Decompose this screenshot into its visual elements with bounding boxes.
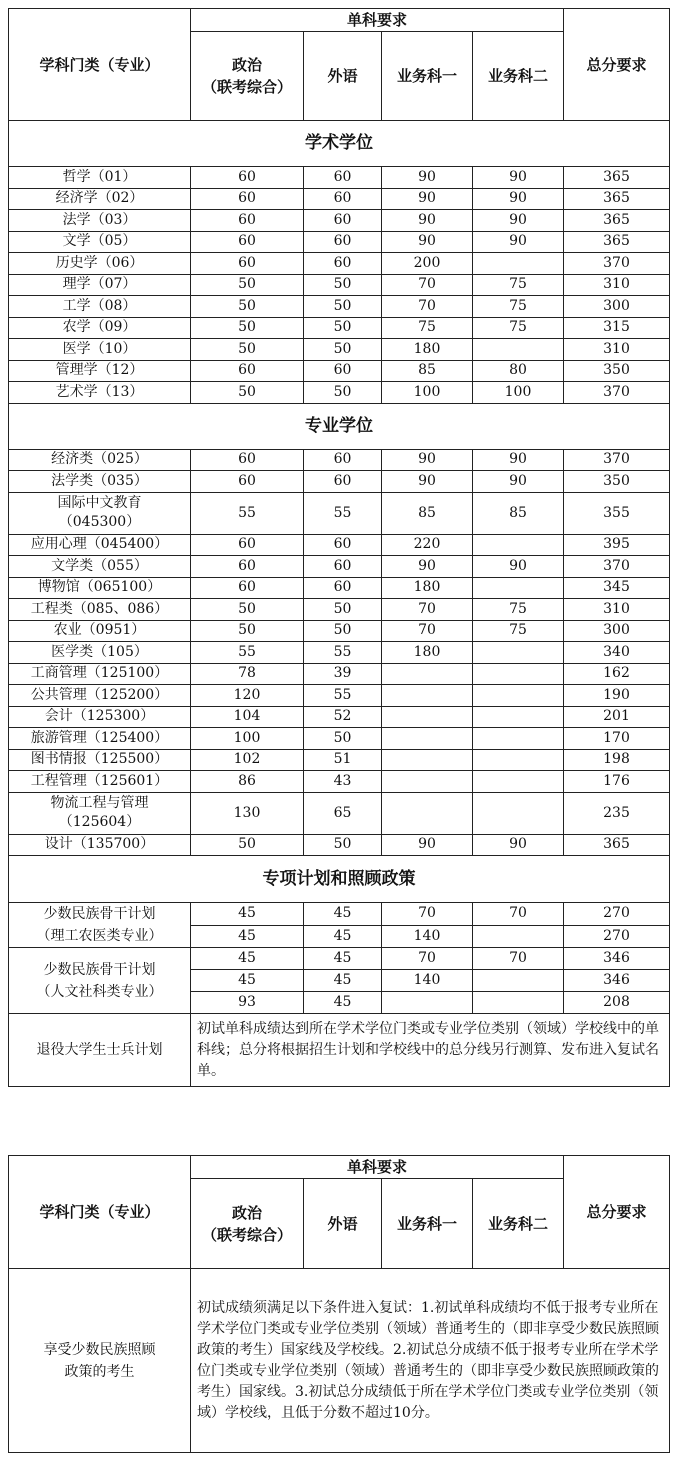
table-row <box>9 382 670 404</box>
cell-b2: 90 <box>473 210 564 232</box>
table-row <box>9 274 670 296</box>
header-business2: 业务科二 <box>473 1179 564 1269</box>
cell-lang: 50 <box>304 728 382 750</box>
cell-b2: 75 <box>473 274 564 296</box>
cell-total: 198 <box>564 749 670 771</box>
cell-b2 <box>473 771 564 793</box>
cell-b2: 90 <box>473 556 564 578</box>
cell-politics: 50 <box>191 317 304 339</box>
cell-total: 346 <box>564 948 670 970</box>
cell-politics: 100 <box>191 728 304 750</box>
cell-b2: 75 <box>473 296 564 318</box>
cell-lang: 60 <box>304 556 382 578</box>
cell-lang: 65 <box>304 792 382 834</box>
cell-total: 350 <box>564 360 670 382</box>
cell-total: 370 <box>564 253 670 275</box>
header-foreign-language: 外语 <box>304 32 382 121</box>
header-politics: 政治 （联考综合） <box>191 1179 304 1269</box>
minority-policy-table <box>8 1155 670 1453</box>
cell-lang: 45 <box>304 992 382 1014</box>
cell-total: 370 <box>564 449 670 471</box>
cell-b2: 90 <box>473 834 564 856</box>
cell-total: 235 <box>564 792 670 834</box>
cell-lang: 50 <box>304 317 382 339</box>
cell-politics: 50 <box>191 620 304 642</box>
cell-politics: 45 <box>191 925 304 948</box>
category-name: 国际中文教育 （045300） <box>9 492 191 534</box>
cell-b2: 75 <box>473 599 564 621</box>
table-row <box>9 471 670 493</box>
cell-lang: 60 <box>304 534 382 556</box>
cell-total: 340 <box>564 642 670 664</box>
cell-b1: 90 <box>382 449 473 471</box>
cell-b2 <box>473 706 564 728</box>
cell-lang: 55 <box>304 642 382 664</box>
cell-b1: 140 <box>382 925 473 948</box>
cell-lang: 50 <box>304 599 382 621</box>
cell-lang: 45 <box>304 925 382 948</box>
cell-politics: 50 <box>191 274 304 296</box>
table-row <box>9 556 670 578</box>
cell-total: 365 <box>564 188 670 210</box>
category-name: 农业（0951） <box>9 620 191 642</box>
cell-total: 370 <box>564 556 670 578</box>
cell-b1 <box>382 792 473 834</box>
cell-b2 <box>473 642 564 664</box>
cell-b2 <box>473 253 564 275</box>
table-row <box>9 834 670 856</box>
cell-b1: 90 <box>382 834 473 856</box>
cell-b2 <box>473 577 564 599</box>
cell-lang: 45 <box>304 948 382 970</box>
section-special: 专项计划和照顾政策 <box>9 856 670 903</box>
minority-stem-label: 少数民族骨干计划 （理工农医类专业） <box>9 903 191 948</box>
category-name: 文学（05） <box>9 231 191 253</box>
cell-politics: 78 <box>191 663 304 685</box>
cell-total: 201 <box>564 706 670 728</box>
cell-b2 <box>473 663 564 685</box>
table-row <box>9 642 670 664</box>
table-row <box>9 188 670 210</box>
cell-politics: 50 <box>191 296 304 318</box>
cell-b2 <box>473 728 564 750</box>
cell-total: 350 <box>564 471 670 493</box>
cell-b1: 180 <box>382 642 473 664</box>
cell-b1: 70 <box>382 948 473 970</box>
cell-b2: 70 <box>473 903 564 926</box>
cell-b2: 80 <box>473 360 564 382</box>
category-name: 经济学（02） <box>9 188 191 210</box>
cell-b1 <box>382 992 473 1014</box>
cell-politics: 60 <box>191 210 304 232</box>
cell-lang: 60 <box>304 471 382 493</box>
cell-total: 270 <box>564 925 670 948</box>
category-name: 物流工程与管理 （125604） <box>9 792 191 834</box>
header-business1: 业务科一 <box>382 1179 473 1269</box>
cell-total: 162 <box>564 663 670 685</box>
cell-total: 208 <box>564 992 670 1014</box>
table-row <box>9 534 670 556</box>
category-name: 图书情报（125500） <box>9 749 191 771</box>
cell-lang: 60 <box>304 360 382 382</box>
minority-policy-label: 享受少数民族照顾 政策的考生 <box>9 1269 191 1453</box>
cell-b1: 140 <box>382 970 473 992</box>
section-academic: 学术学位 <box>9 121 670 167</box>
table-row <box>9 210 670 232</box>
cell-lang: 45 <box>304 970 382 992</box>
cell-total: 365 <box>564 231 670 253</box>
cell-lang: 45 <box>304 903 382 926</box>
cell-b1: 90 <box>382 231 473 253</box>
cell-lang: 60 <box>304 167 382 189</box>
category-name: 医学类（105） <box>9 642 191 664</box>
cell-b1: 180 <box>382 577 473 599</box>
category-name: 管理学（12） <box>9 360 191 382</box>
header-business2: 业务科二 <box>473 32 564 121</box>
table-row <box>9 577 670 599</box>
cell-b1: 70 <box>382 599 473 621</box>
cell-b1 <box>382 771 473 793</box>
cell-politics: 60 <box>191 360 304 382</box>
cell-b2: 85 <box>473 492 564 534</box>
cell-total: 300 <box>564 296 670 318</box>
header-subject-category: 学科门类（专业） <box>9 1156 191 1269</box>
header-business1: 业务科一 <box>382 32 473 121</box>
table-row <box>9 167 670 189</box>
cell-b2: 90 <box>473 471 564 493</box>
cell-politics: 60 <box>191 167 304 189</box>
table-row <box>9 449 670 471</box>
cell-politics: 45 <box>191 970 304 992</box>
cell-b2: 70 <box>473 948 564 970</box>
cell-total: 365 <box>564 210 670 232</box>
cell-b2 <box>473 685 564 707</box>
cell-b2: 90 <box>473 449 564 471</box>
cell-politics: 60 <box>191 449 304 471</box>
cell-politics: 50 <box>191 599 304 621</box>
cell-politics: 86 <box>191 771 304 793</box>
score-requirements-table <box>8 8 670 1087</box>
category-name: 会计（125300） <box>9 706 191 728</box>
cell-politics: 130 <box>191 792 304 834</box>
cell-b2: 75 <box>473 317 564 339</box>
cell-total: 370 <box>564 382 670 404</box>
category-name: 历史学（06） <box>9 253 191 275</box>
cell-politics: 104 <box>191 706 304 728</box>
veterans-note: 初试单科成绩达到所在学术学位门类或专业学位类别（领域）学校线中的单科线；总分将根据招生计划和学校线中的总分线另行测算、发布进入复试名单。 <box>191 1014 670 1087</box>
cell-total: 395 <box>564 534 670 556</box>
cell-politics: 60 <box>191 556 304 578</box>
cell-politics: 60 <box>191 471 304 493</box>
cell-total: 315 <box>564 317 670 339</box>
cell-lang: 55 <box>304 685 382 707</box>
minority-policy-note: 初试成绩须满足以下条件进入复试：1.初试单科成绩均不低于报考专业所在学术学位门类或专业学位类别（领域）普通考生的（即非享受少数民族照顾政策的考生）国家线及学校线。2.初试总分成绩不低于报考专业所在学术学位门类或专业学位类别（领域）普通考生的（即非享受少数民族照顾政策的考生）国家线。3.初试总分成绩低于所在学术学位门类或专业学位类别（领域）学校线，且低于分数不超过10分。 <box>191 1269 670 1453</box>
cell-b1: 70 <box>382 296 473 318</box>
table-row <box>9 728 670 750</box>
cell-total: 346 <box>564 970 670 992</box>
category-name: 哲学（01） <box>9 167 191 189</box>
cell-lang: 60 <box>304 449 382 471</box>
cell-total: 170 <box>564 728 670 750</box>
cell-total: 300 <box>564 620 670 642</box>
table-row <box>9 749 670 771</box>
table-row <box>9 685 670 707</box>
category-name: 医学（10） <box>9 339 191 361</box>
category-name: 博物馆（065100） <box>9 577 191 599</box>
cell-b1 <box>382 728 473 750</box>
cell-politics: 102 <box>191 749 304 771</box>
cell-b1: 70 <box>382 620 473 642</box>
cell-b2 <box>473 339 564 361</box>
cell-lang: 60 <box>304 231 382 253</box>
category-name: 文学类（055） <box>9 556 191 578</box>
category-name: 应用心理（045400） <box>9 534 191 556</box>
cell-b2: 100 <box>473 382 564 404</box>
cell-politics: 60 <box>191 577 304 599</box>
cell-b1 <box>382 685 473 707</box>
cell-b2 <box>473 792 564 834</box>
cell-lang: 51 <box>304 749 382 771</box>
cell-politics: 60 <box>191 534 304 556</box>
cell-b1: 70 <box>382 903 473 926</box>
cell-politics: 60 <box>191 253 304 275</box>
cell-politics: 93 <box>191 992 304 1014</box>
category-name: 经济类（025） <box>9 449 191 471</box>
cell-politics: 45 <box>191 903 304 926</box>
cell-politics: 55 <box>191 492 304 534</box>
table-row <box>9 317 670 339</box>
cell-lang: 50 <box>304 834 382 856</box>
cell-b1: 85 <box>382 492 473 534</box>
cell-b2 <box>473 992 564 1014</box>
cell-politics: 45 <box>191 948 304 970</box>
cell-b2: 75 <box>473 620 564 642</box>
cell-lang: 52 <box>304 706 382 728</box>
cell-total: 176 <box>564 771 670 793</box>
cell-b2: 90 <box>473 167 564 189</box>
cell-b1: 90 <box>382 471 473 493</box>
cell-lang: 50 <box>304 339 382 361</box>
cell-b1: 220 <box>382 534 473 556</box>
minority-humanities-label: 少数民族骨干计划 （人文社科类专业） <box>9 948 191 1014</box>
cell-b1: 200 <box>382 253 473 275</box>
cell-total: 365 <box>564 167 670 189</box>
header-foreign-language: 外语 <box>304 1179 382 1269</box>
cell-politics: 120 <box>191 685 304 707</box>
veterans-label: 退役大学生士兵计划 <box>9 1014 191 1087</box>
header-subject-category: 学科门类（专业） <box>9 9 191 121</box>
cell-politics: 55 <box>191 642 304 664</box>
table-row <box>9 231 670 253</box>
cell-b1: 90 <box>382 556 473 578</box>
cell-lang: 39 <box>304 663 382 685</box>
header-single-subject: 单科要求 <box>191 9 564 32</box>
cell-total: 270 <box>564 903 670 926</box>
table-row <box>9 792 670 834</box>
cell-b1: 85 <box>382 360 473 382</box>
cell-b1: 90 <box>382 188 473 210</box>
cell-lang: 43 <box>304 771 382 793</box>
table-row <box>9 706 670 728</box>
category-name: 公共管理（125200） <box>9 685 191 707</box>
cell-b2: 90 <box>473 231 564 253</box>
cell-b1: 70 <box>382 274 473 296</box>
cell-politics: 60 <box>191 231 304 253</box>
category-name: 工程管理（125601） <box>9 771 191 793</box>
table-row <box>9 620 670 642</box>
header-total: 总分要求 <box>564 1156 670 1269</box>
cell-b2 <box>473 749 564 771</box>
category-name: 法学（03） <box>9 210 191 232</box>
cell-b1: 180 <box>382 339 473 361</box>
cell-lang: 60 <box>304 577 382 599</box>
cell-total: 310 <box>564 339 670 361</box>
cell-politics: 50 <box>191 834 304 856</box>
table-row <box>9 599 670 621</box>
cell-b2 <box>473 970 564 992</box>
cell-politics: 50 <box>191 382 304 404</box>
cell-lang: 50 <box>304 382 382 404</box>
table-row <box>9 296 670 318</box>
table-row <box>9 663 670 685</box>
cell-b1: 90 <box>382 210 473 232</box>
cell-total: 190 <box>564 685 670 707</box>
header-politics: 政治 （联考综合） <box>191 32 304 121</box>
cell-lang: 60 <box>304 188 382 210</box>
header-total: 总分要求 <box>564 9 670 121</box>
header-single-subject: 单科要求 <box>191 1156 564 1179</box>
category-name: 设计（135700） <box>9 834 191 856</box>
category-name: 法学类（035） <box>9 471 191 493</box>
table-row <box>9 771 670 793</box>
cell-b1 <box>382 663 473 685</box>
cell-b1: 75 <box>382 317 473 339</box>
cell-b1 <box>382 706 473 728</box>
cell-lang: 50 <box>304 274 382 296</box>
category-name: 工商管理（125100） <box>9 663 191 685</box>
cell-lang: 60 <box>304 253 382 275</box>
cell-b2: 90 <box>473 188 564 210</box>
category-name: 旅游管理（125400） <box>9 728 191 750</box>
cell-politics: 50 <box>191 339 304 361</box>
category-name: 理学（07） <box>9 274 191 296</box>
cell-b2 <box>473 925 564 948</box>
table-row <box>9 253 670 275</box>
cell-b1 <box>382 749 473 771</box>
cell-politics: 60 <box>191 188 304 210</box>
category-name: 艺术学（13） <box>9 382 191 404</box>
cell-total: 355 <box>564 492 670 534</box>
cell-total: 365 <box>564 834 670 856</box>
table-row <box>9 492 670 534</box>
cell-b1: 100 <box>382 382 473 404</box>
category-name: 工程类（085、086） <box>9 599 191 621</box>
cell-total: 310 <box>564 599 670 621</box>
cell-lang: 60 <box>304 210 382 232</box>
cell-lang: 55 <box>304 492 382 534</box>
category-name: 工学（08） <box>9 296 191 318</box>
cell-b2 <box>473 534 564 556</box>
cell-b1: 90 <box>382 167 473 189</box>
cell-total: 345 <box>564 577 670 599</box>
section-professional: 专业学位 <box>9 403 670 449</box>
category-name: 农学（09） <box>9 317 191 339</box>
cell-lang: 50 <box>304 296 382 318</box>
table-row <box>9 339 670 361</box>
cell-total: 310 <box>564 274 670 296</box>
table-row <box>9 360 670 382</box>
cell-lang: 50 <box>304 620 382 642</box>
